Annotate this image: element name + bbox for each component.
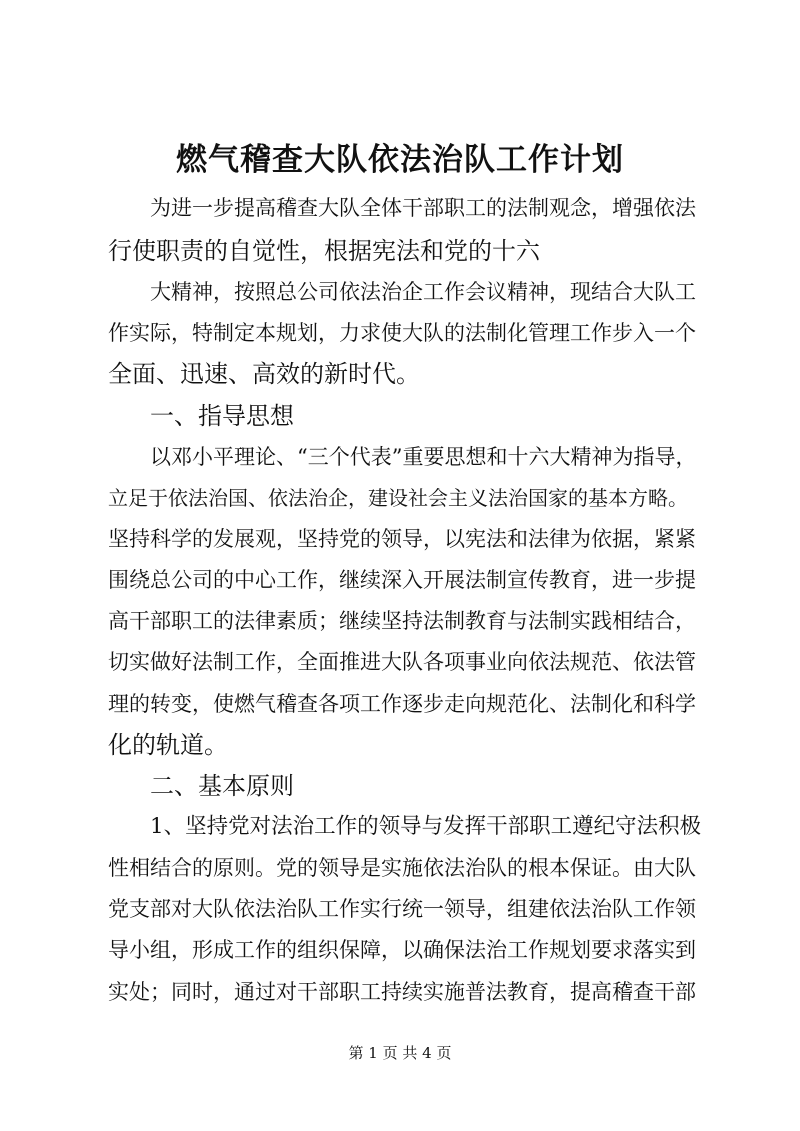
paragraph-line: 大精神，按照总公司依法治企工作会议精神，现结合大队工	[150, 280, 696, 304]
paragraph-line: 全面、迅速、高效的新时代。	[108, 360, 420, 388]
paragraph-line: 党支部对大队依法治队工作实行统一领导，组建依法治队工作领	[108, 897, 696, 921]
paragraph-line: 导小组，形成工作的组织保障，以确保法治工作规划要求落实到	[108, 938, 696, 962]
paragraph-line: 围绕总公司的中心工作，继续深入开展法制宣传教育，进一步提	[108, 568, 696, 592]
paragraph-line: 行使职责的自觉性，根据宪法和党的十六	[108, 237, 540, 265]
paragraph-line: 坚持科学的发展观，坚持党的领导，以宪法和法律为依据，紧紧	[108, 527, 696, 551]
document-title: 燃气稽查大队依法治队工作计划	[176, 142, 624, 178]
paragraph-line: 作实际，特制定本规划，力求使大队的法制化管理工作步入一个	[108, 321, 696, 345]
paragraph-line: 立足于依法治国、依法治企，建设社会主义法治国家的基本方略。	[108, 486, 688, 510]
paragraph-line: 实处；同时，通过对干部职工持续实施普法教育，提高稽查干部	[108, 980, 696, 1004]
paragraph-line: 化的轨道。	[108, 731, 228, 759]
page-footer: 第 1 页 共 4 页	[348, 1044, 452, 1062]
section-heading: 二、基本原则	[150, 772, 294, 800]
paragraph-line: 理的转变，使燃气稽查各项工作逐步走向规范化、法制化和科学	[108, 692, 696, 716]
paragraph-line: 切实做好法制工作，全面推进大队各项事业向依法规范、依法管	[108, 650, 696, 674]
paragraph-line: 为进一步提高稽查大队全体干部职工的法制观念，增强依法	[150, 196, 696, 220]
paragraph-line: 1、坚持党对法治工作的领导与发挥干部职工遵纪守法积极	[150, 814, 702, 839]
paragraph-line: 高干部职工的法律素质；继续坚持法制教育与法制实践相结合，	[108, 609, 696, 633]
paragraph-line: 以邓小平理论、“三个代表”重要思想和十六大精神为指导，	[150, 445, 697, 469]
section-heading: 一、指导思想	[150, 402, 294, 430]
paragraph-line: 性相结合的原则。党的领导是实施依法治队的根本保证。由大队	[108, 856, 696, 880]
